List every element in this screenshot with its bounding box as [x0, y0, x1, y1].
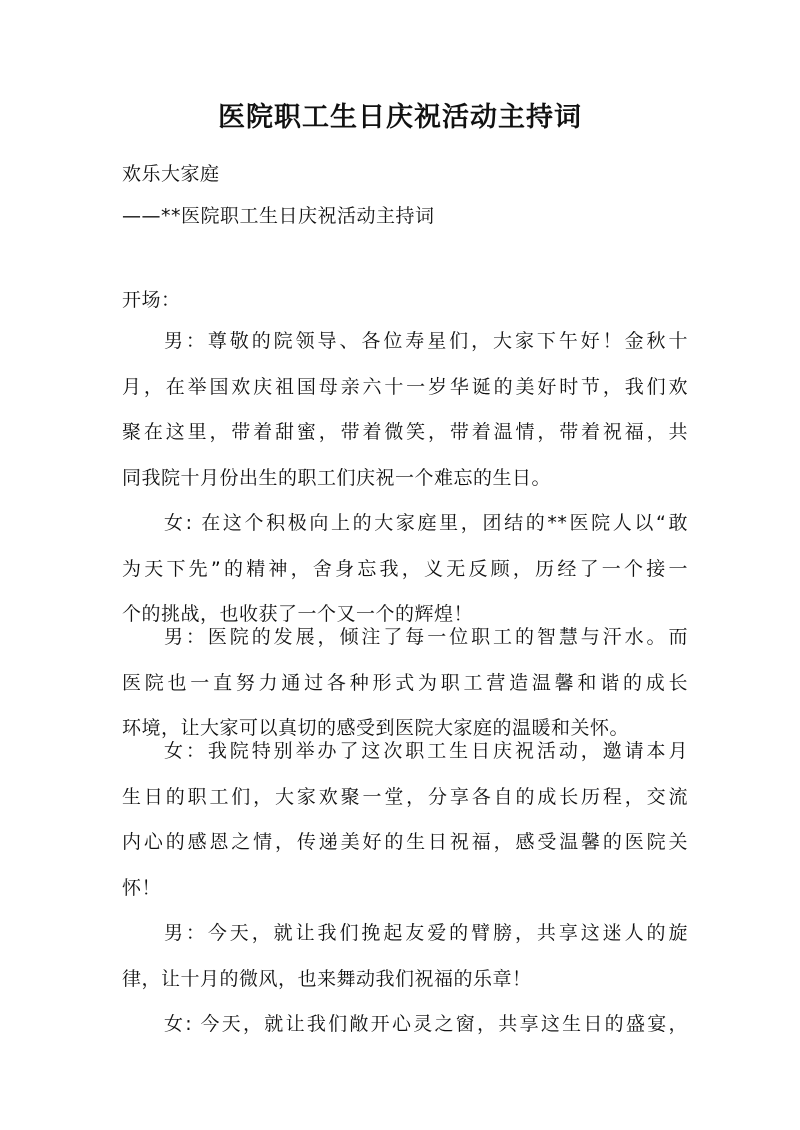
- paragraph-line: 女: 今天，就让我们敞开心灵之窗，共享这生日的盛宴，: [164, 1013, 688, 1035]
- paragraph-line: 女：我院特别举办了这次职工生日庆祝活动，邀请本月: [164, 740, 688, 762]
- paragraph-5: [122, 911, 688, 1002]
- paragraph-line: 男：今天，就让我们挽起友爱的臂膀，共享这迷人的旋: [164, 922, 688, 944]
- paragraph-line: 怀！: [122, 876, 162, 899]
- paragraph-line: 月，在举国欢庆祖国母亲六十一岁华诞的美好时节，我们欢: [122, 375, 688, 398]
- paragraph-6: [122, 1002, 688, 1048]
- paragraph-line: 为天下先”的精神，舍身忘我，义无反顾，历经了一个接一: [122, 557, 688, 580]
- section-label: 开场：: [122, 289, 181, 311]
- paragraph-line: 男：医院的发展，倾注了每一位职工的智慧与汗水。而: [164, 626, 688, 648]
- paragraph-line: 医院也一直努力通过各种形式为职工营造温馨和谐的成长: [122, 671, 688, 694]
- paragraph-4: [122, 729, 688, 911]
- document-subheading: ——**医院职工生日庆祝活动主持词: [122, 205, 435, 227]
- paragraph-line: 同我院十月份出生的职工们庆祝一个难忘的生日。: [122, 466, 552, 489]
- paragraph-line: 内心的感恩之情，传递美好的生日祝福，感受温馨的医院关: [122, 831, 688, 853]
- document-title: 医院职工生日庆祝活动主持词: [218, 102, 582, 133]
- paragraph-line: 环境，让大家可以真切的感受到医院大家庭的温暖和关怀。: [122, 717, 630, 739]
- paragraph-line: 女: 在这个积极向上的大家庭里，团结的**医院人以“敢: [164, 512, 688, 534]
- paragraph-1: [122, 319, 688, 501]
- paragraph-line: 男：尊敬的院领导、各位寿星们，大家下午好！金秋十: [164, 330, 688, 352]
- paragraph-line: 生日的职工们，大家欢聚一堂，分享各自的成长历程，交流: [122, 785, 688, 808]
- document-subtitle: 欢乐大家庭: [122, 163, 220, 185]
- paragraph-line: 律，让十月的微风，也来舞动我们祝福的乐章！: [122, 967, 532, 990]
- paragraph-line: 个的挑战，也收获了一个又一个的辉煌！: [122, 603, 474, 625]
- paragraph-line: 聚在这里，带着甜蜜，带着微笑，带着温情，带着祝福，共: [122, 421, 688, 443]
